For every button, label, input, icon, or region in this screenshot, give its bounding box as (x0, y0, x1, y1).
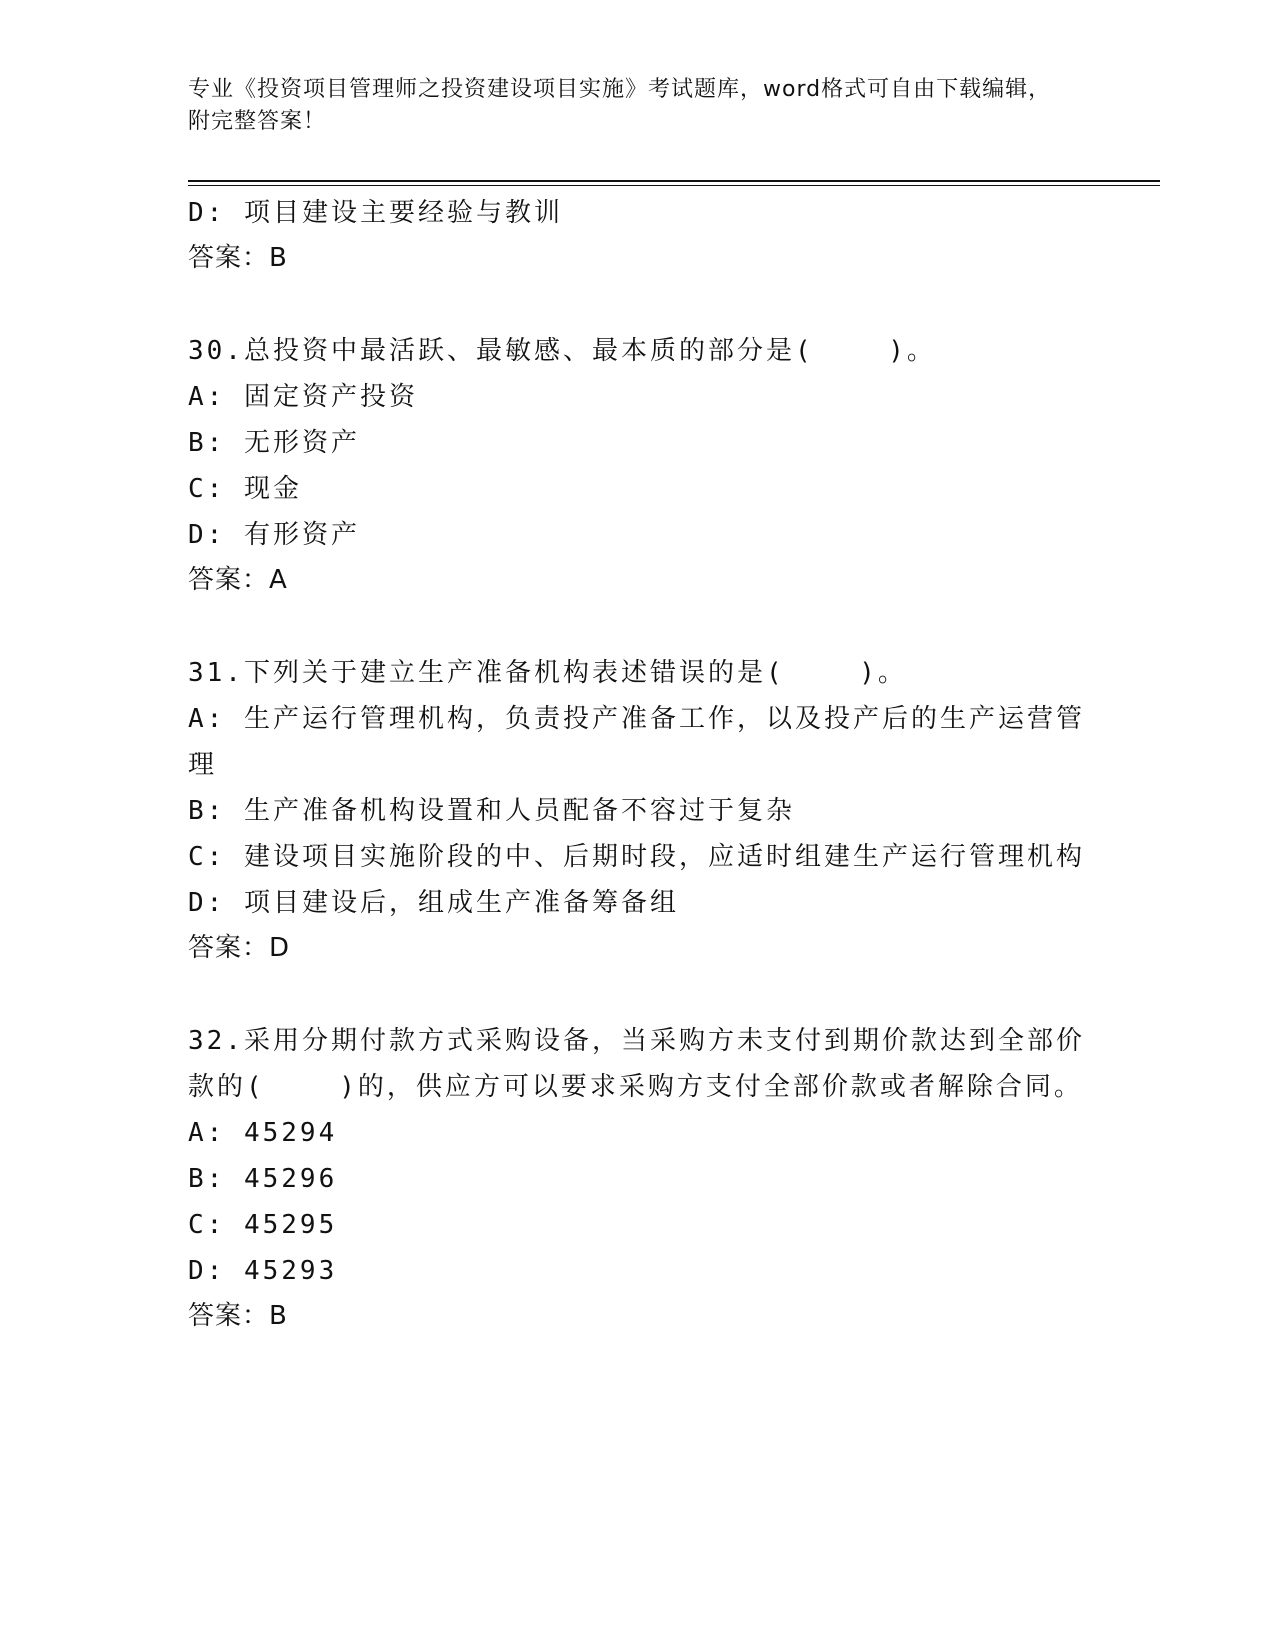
question-stem: 31.下列关于建立生产准备机构表述错误的是( )。 (188, 658, 907, 688)
option-c: C: 现金 (188, 474, 302, 504)
option-b: B: 无形资产 (188, 428, 360, 458)
answer: 答案：D (188, 933, 291, 963)
question-content (188, 190, 1088, 1338)
option-a: A: 生产运行管理机构，负责投产准备工作，以及投产后的生产运营管理 (188, 704, 1085, 780)
question-stem: 30.总投资中最活跃、最敏感、最本质的部分是( )。 (188, 336, 936, 366)
option-d: D: 项目建设后，组成生产准备筹备组 (188, 888, 679, 918)
answer: 答案：B (188, 1301, 288, 1331)
option-b: B: 45296 (188, 1164, 338, 1194)
header-rule-thick (188, 180, 1160, 182)
header-rule-thin (188, 185, 1160, 186)
prev-option-d: D: 项目建设主要经验与教训 (188, 198, 563, 228)
prev-answer: 答案：B (188, 243, 288, 273)
option-a: A: 固定资产投资 (188, 382, 418, 412)
question-30 (188, 328, 1088, 602)
question-31 (188, 650, 1088, 970)
option-c: C: 建设项目实施阶段的中、后期时段，应适时组建生产运行管理机构 (188, 842, 1085, 872)
answer: 答案：A (188, 565, 288, 595)
document-header: 专业《投资项目管理师之投资建设项目实施》考试题库，word格式可自由下载编辑，附完整答案！ (188, 77, 1052, 134)
option-d: D: 有形资产 (188, 520, 360, 550)
option-b: B: 生产准备机构设置和人员配备不容过于复杂 (188, 796, 795, 826)
option-d: D: 45293 (188, 1256, 338, 1286)
option-a: A: 45294 (188, 1118, 338, 1148)
question-stem: 32.采用分期付款方式采购设备，当采购方未支付到期价款达到全部价款的( )的，供应方可以要求采购方支付全部价款或者解除合同。 (188, 1026, 1085, 1102)
option-c: C: 45295 (188, 1210, 338, 1240)
question-32 (188, 1018, 1088, 1338)
